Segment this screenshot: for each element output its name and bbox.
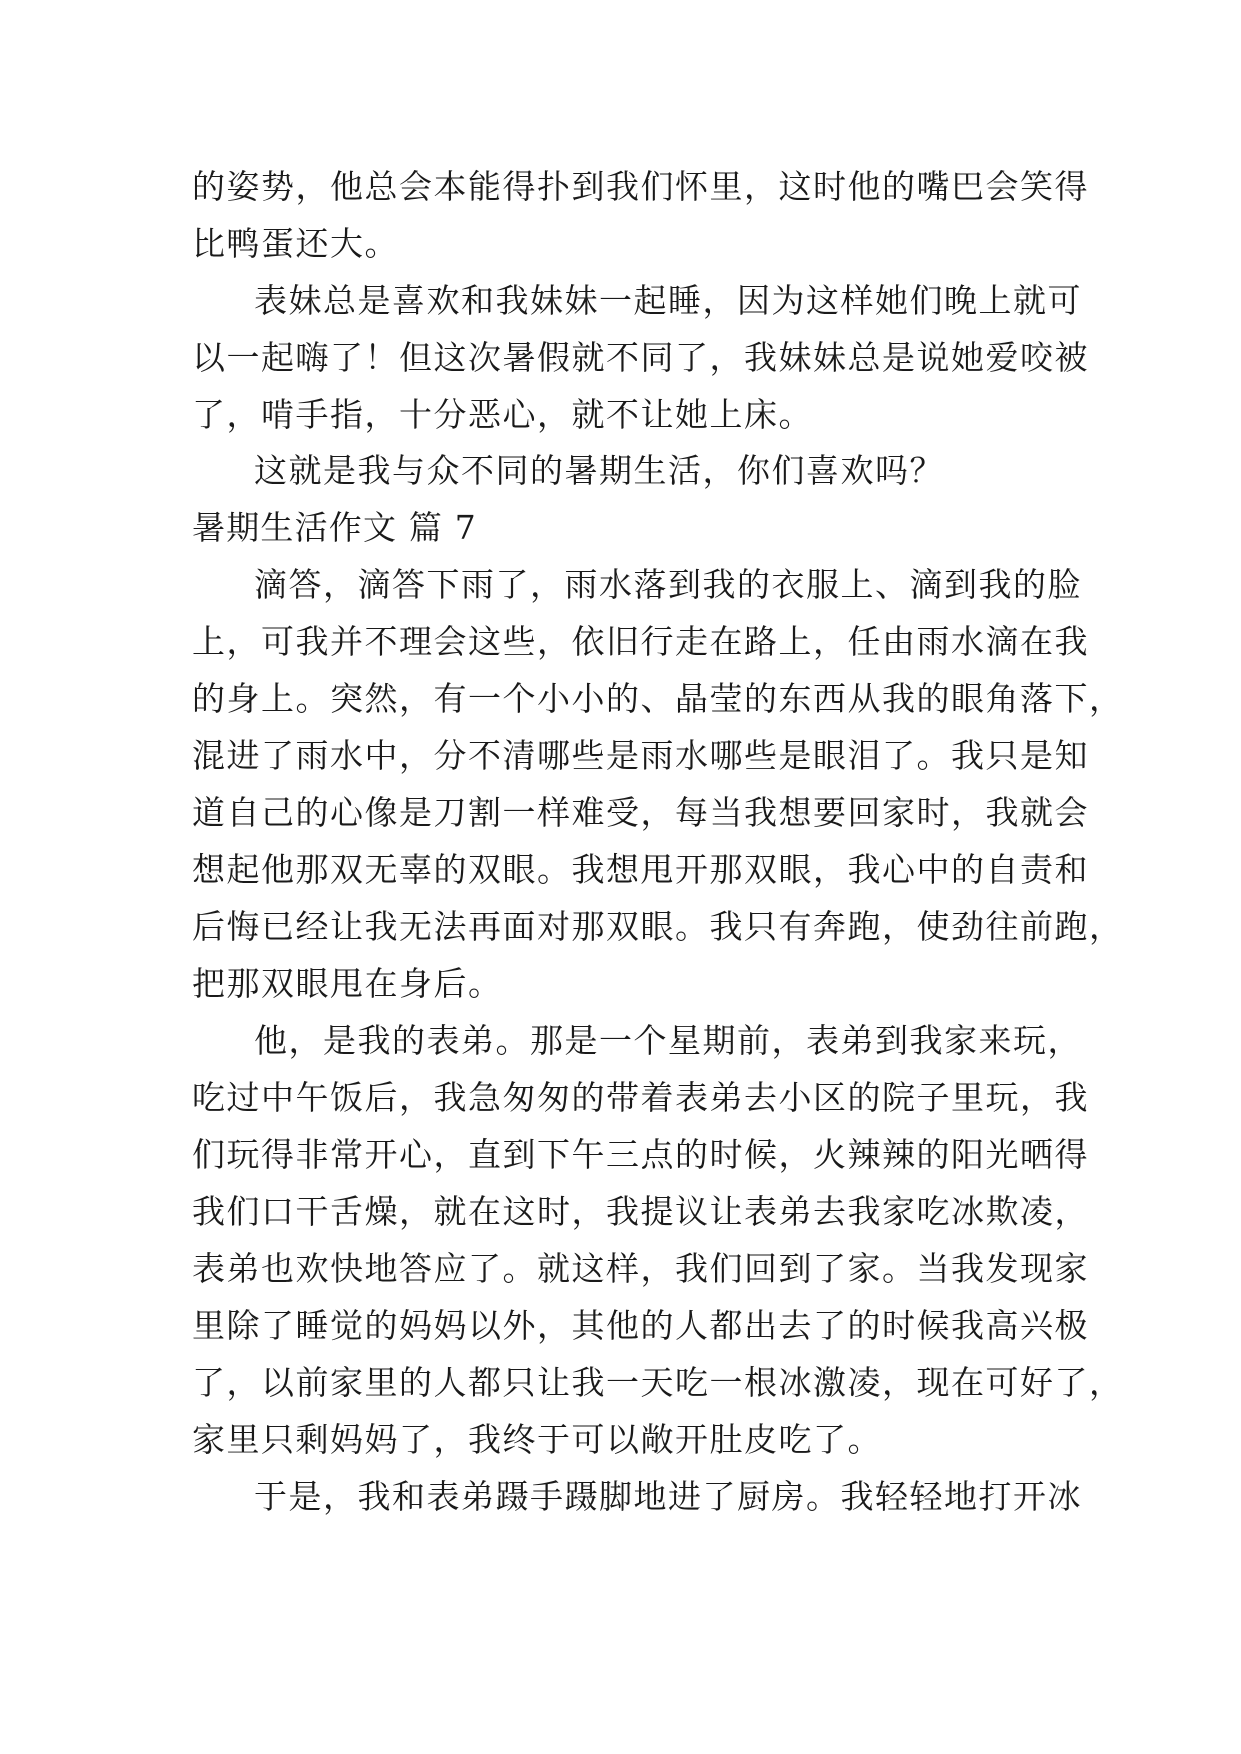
- section-heading: 暑期生活作文 篇 7: [192, 508, 477, 547]
- paragraph-start-line: 表妹总是喜欢和我妹妹一起睡，因为这样她们晚上就可: [254, 281, 1082, 320]
- text-line: 吃过中午饭后，我急匆匆的带着表弟去小区的院子里玩，我: [192, 1078, 1089, 1117]
- text-line: 后悔已经让我无法再面对那双眼。我只有奔跑，使劲往前跑，: [192, 907, 1124, 946]
- text-line: 里除了睡觉的妈妈以外，其他的人都出去了的时候我高兴极: [192, 1306, 1089, 1345]
- text-line: 表弟也欢快地答应了。就这样，我们回到了家。当我发现家: [192, 1249, 1089, 1288]
- text-line: 的姿势，他总会本能得扑到我们怀里，这时他的嘴巴会笑得: [192, 167, 1089, 206]
- text-line: 混进了雨水中，分不清哪些是雨水哪些是眼泪了。我只是知: [192, 736, 1089, 775]
- paragraph-start-line: 滴答，滴答下雨了，雨水落到我的衣服上、滴到我的脸: [254, 565, 1082, 604]
- text-line: 家里只剩妈妈了，我终于可以敞开肚皮吃了。: [192, 1420, 882, 1459]
- text-line: 了，以前家里的人都只让我一天吃一根冰激凌，现在可好了，: [192, 1363, 1124, 1402]
- text-line: 道自己的心像是刀割一样难受，每当我想要回家时，我就会: [192, 793, 1089, 832]
- paragraph-start-line: 于是，我和表弟蹑手蹑脚地进了厨房。我轻轻地打开冰: [254, 1477, 1082, 1516]
- paragraph-start-line: 这就是我与众不同的暑期生活，你们喜欢吗？: [254, 451, 944, 490]
- text-line: 想起他那双无辜的双眼。我想甩开那双眼，我心中的自责和: [192, 850, 1089, 889]
- text-line: 上，可我并不理会这些，依旧行走在路上，任由雨水滴在我: [192, 622, 1089, 661]
- text-line: 了，啃手指，十分恶心，就不让她上床。: [192, 395, 813, 434]
- text-line: 们玩得非常开心，直到下午三点的时候，火辣辣的阳光晒得: [192, 1135, 1089, 1174]
- text-line: 把那双眼甩在身后。: [192, 964, 503, 1003]
- text-line: 我们口干舌燥，就在这时，我提议让表弟去我家吃冰欺凌，: [192, 1192, 1089, 1231]
- text-line: 的身上。突然，有一个小小的、晶莹的东西从我的眼角落下，: [192, 679, 1124, 718]
- text-line: 以一起嗨了！但这次暑假就不同了，我妹妹总是说她爱咬被: [192, 338, 1089, 377]
- paragraph-start-line: 他，是我的表弟。那是一个星期前，表弟到我家来玩，: [254, 1021, 1082, 1060]
- text-line: 比鸭蛋还大。: [192, 224, 399, 263]
